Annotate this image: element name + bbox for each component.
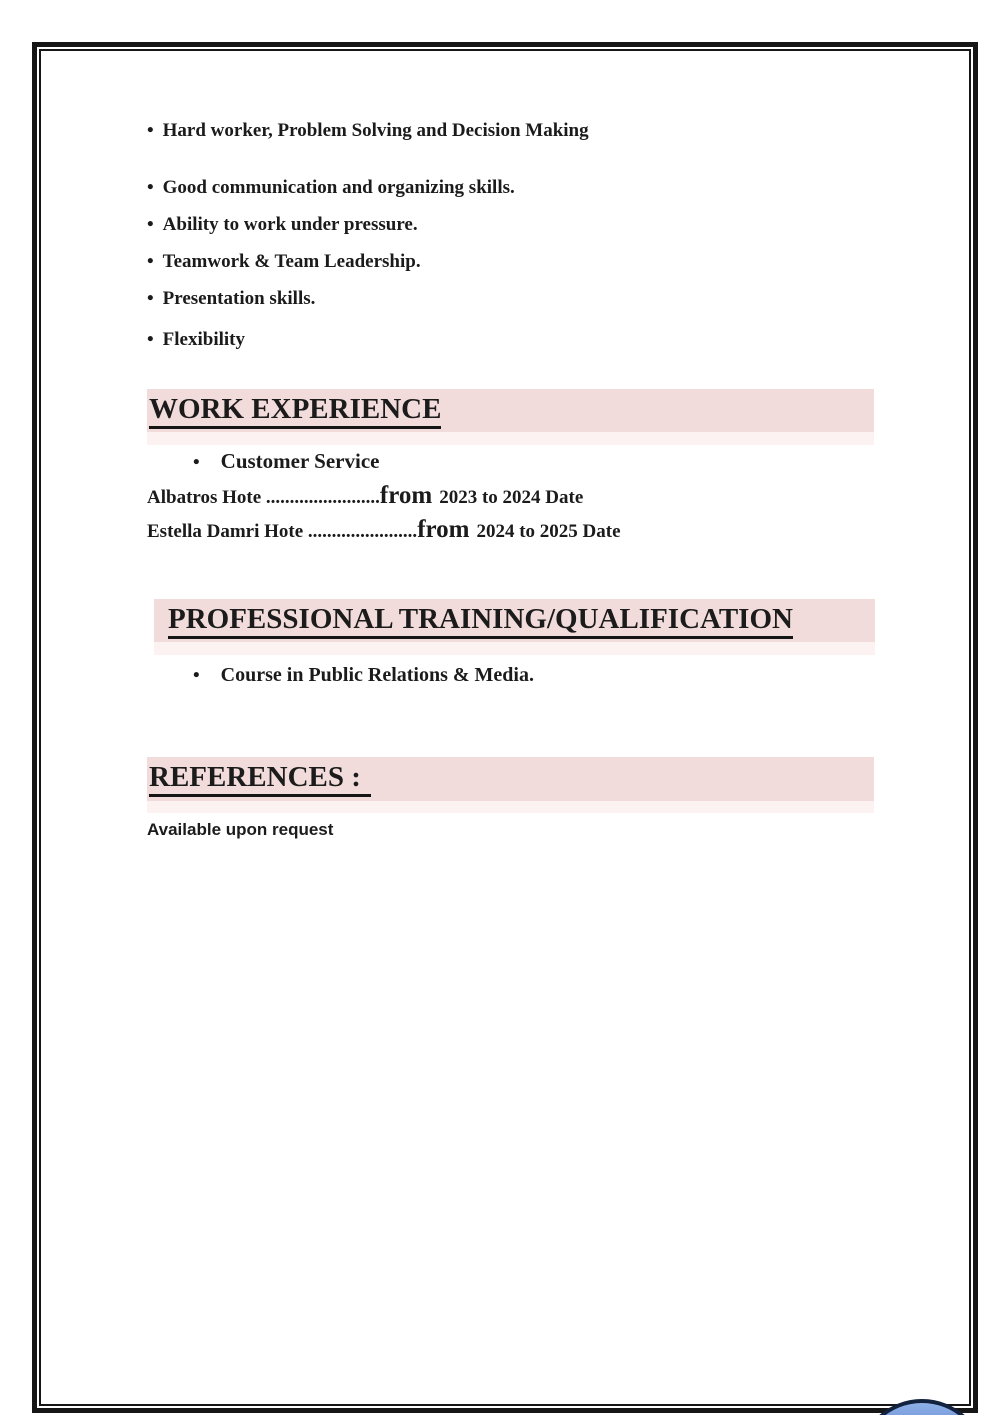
work-entry-employer: Estella Damri Hote ....................... [147, 521, 418, 542]
references-heading-band [147, 757, 874, 801]
skills-list [147, 118, 867, 352]
references-heading: REFERENCES : [149, 761, 371, 797]
work-role-label: Customer Service [220, 449, 380, 473]
skill-item: • Flexibility [147, 327, 867, 352]
work-experience-heading: WORK EXPERIENCE [149, 393, 441, 429]
skill-item: • Presentation skills. [147, 286, 867, 311]
skill-item: • Good communication and organizing skills. [147, 175, 867, 200]
training-course-label: Course in Public Relations & Media. [220, 664, 534, 686]
work-entry-from-word: from [417, 516, 470, 543]
training-course-bullet [193, 663, 534, 688]
work-entry-from-word: from [379, 482, 433, 509]
references-band-shadow [147, 801, 874, 813]
professional-training-heading: PROFESSIONAL TRAINING/QUALIFICATION [168, 603, 793, 639]
professional-training-heading-band [154, 599, 875, 642]
work-entry [147, 516, 621, 545]
work-entry-employer: Albatros Hote ........................ [147, 487, 380, 508]
work-experience-band-shadow [147, 432, 874, 445]
skill-item: • Ability to work under pressure. [147, 212, 867, 237]
professional-training-band-shadow [154, 642, 875, 655]
skill-item: • Hard worker, Problem Solving and Decision Making [147, 118, 867, 143]
skill-item: • Teamwork & Team Leadership. [147, 249, 867, 274]
work-entry-period: 2024 to 2025 Date [476, 521, 621, 542]
work-entry [147, 482, 583, 511]
work-role-bullet [193, 448, 379, 476]
references-note: Available upon request [147, 820, 334, 839]
work-entry-period: 2023 to 2024 Date [439, 487, 584, 508]
work-experience-heading-band [147, 389, 874, 432]
